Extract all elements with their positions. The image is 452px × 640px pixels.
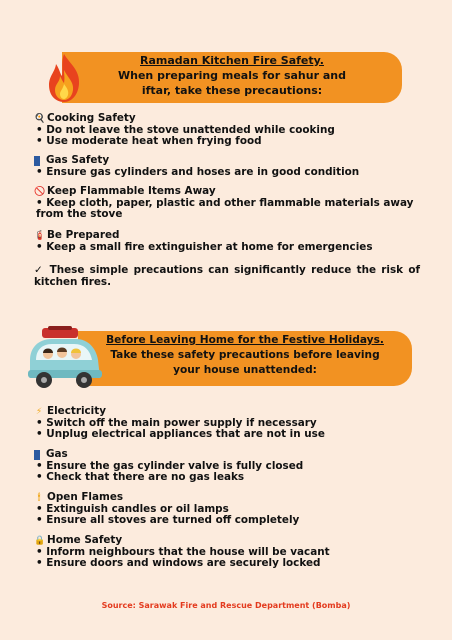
list-item: • Inform neighbours that the house will be vacant [36, 545, 330, 558]
flame-icon [44, 52, 84, 104]
gas-section [34, 449, 424, 484]
section-heading: Open Flames [47, 491, 124, 503]
banner-subtitle-line: your house unattended: [173, 364, 317, 376]
section-heading: Gas [46, 448, 68, 460]
list-item: • Check that there are no gas leaks [36, 471, 245, 484]
festive-holidays-banner [78, 331, 412, 386]
prohibited-icon: 🚫 [34, 186, 46, 197]
list-item: • Use moderate heat when frying food [36, 135, 262, 148]
cooking-safety-section [34, 113, 424, 148]
banner-title: Ramadan Kitchen Fire Safety. [140, 54, 324, 67]
banner-title: Before Leaving Home for the Festive Holidays. [106, 334, 384, 346]
section-heading: Cooking Safety [47, 112, 136, 124]
frying-pan-icon: 🍳 [34, 113, 46, 124]
list-item: • Ensure doors and windows are securely locked [36, 557, 321, 570]
list-item: • Ensure gas cylinders and hoses are in good condition [36, 165, 360, 178]
lock-icon: 🔒 [34, 535, 46, 546]
electricity-section [34, 406, 424, 441]
gas-cylinder-icon [34, 156, 40, 166]
list-item: • Switch off the main power supply if necessary [36, 416, 317, 429]
section-heading: Electricity [47, 405, 106, 417]
gas-cylinder-icon [34, 450, 40, 460]
family-car-icon [24, 326, 104, 392]
lightning-icon: ⚡ [35, 406, 43, 417]
flammable-items-section [34, 186, 424, 221]
section-heading: Keep Flammable Items Away [47, 185, 216, 197]
banner-subtitle-line: Take these safety precautions before leaving [110, 349, 380, 361]
kitchen-safety-banner [62, 52, 402, 103]
source-credit: Source: Sarawak Fire and Rescue Department (Bomba) [101, 601, 351, 610]
list-item: • Extinguish candles or oil lamps [36, 502, 229, 515]
home-safety-section [34, 535, 424, 570]
section-heading: Home Safety [47, 534, 123, 546]
section-heading: Gas Safety [46, 154, 110, 166]
banner-subtitle-line: When preparing meals for sahur and [118, 69, 346, 82]
candle-icon: 🕯 [37, 492, 41, 503]
banner-subtitle-line: iftar, take these precautions: [141, 84, 323, 97]
section-heading: Be Prepared [47, 229, 120, 241]
list-item: • Ensure the gas cylinder valve is fully closed [36, 459, 304, 472]
list-item: • Unplug electrical appliances that are not in use [36, 428, 325, 441]
list-item: • Keep a small fire extinguisher at home for emergencies [36, 240, 373, 253]
list-item: • Do not leave the stove unattended while cooking [36, 123, 335, 136]
gas-safety-section [34, 155, 424, 178]
be-prepared-section [34, 230, 424, 253]
precautions-note: ✓ These simple precautions can significantly reduce the risk of kitchen fires. [34, 264, 420, 288]
list-item: • Keep cloth, paper, plastic and other flammable materials away from the stove [36, 196, 414, 221]
open-flames-section [34, 492, 424, 527]
fire-extinguisher-icon: 🧯 [34, 230, 46, 241]
list-item: • Ensure all stoves are turned off completely [36, 514, 300, 527]
